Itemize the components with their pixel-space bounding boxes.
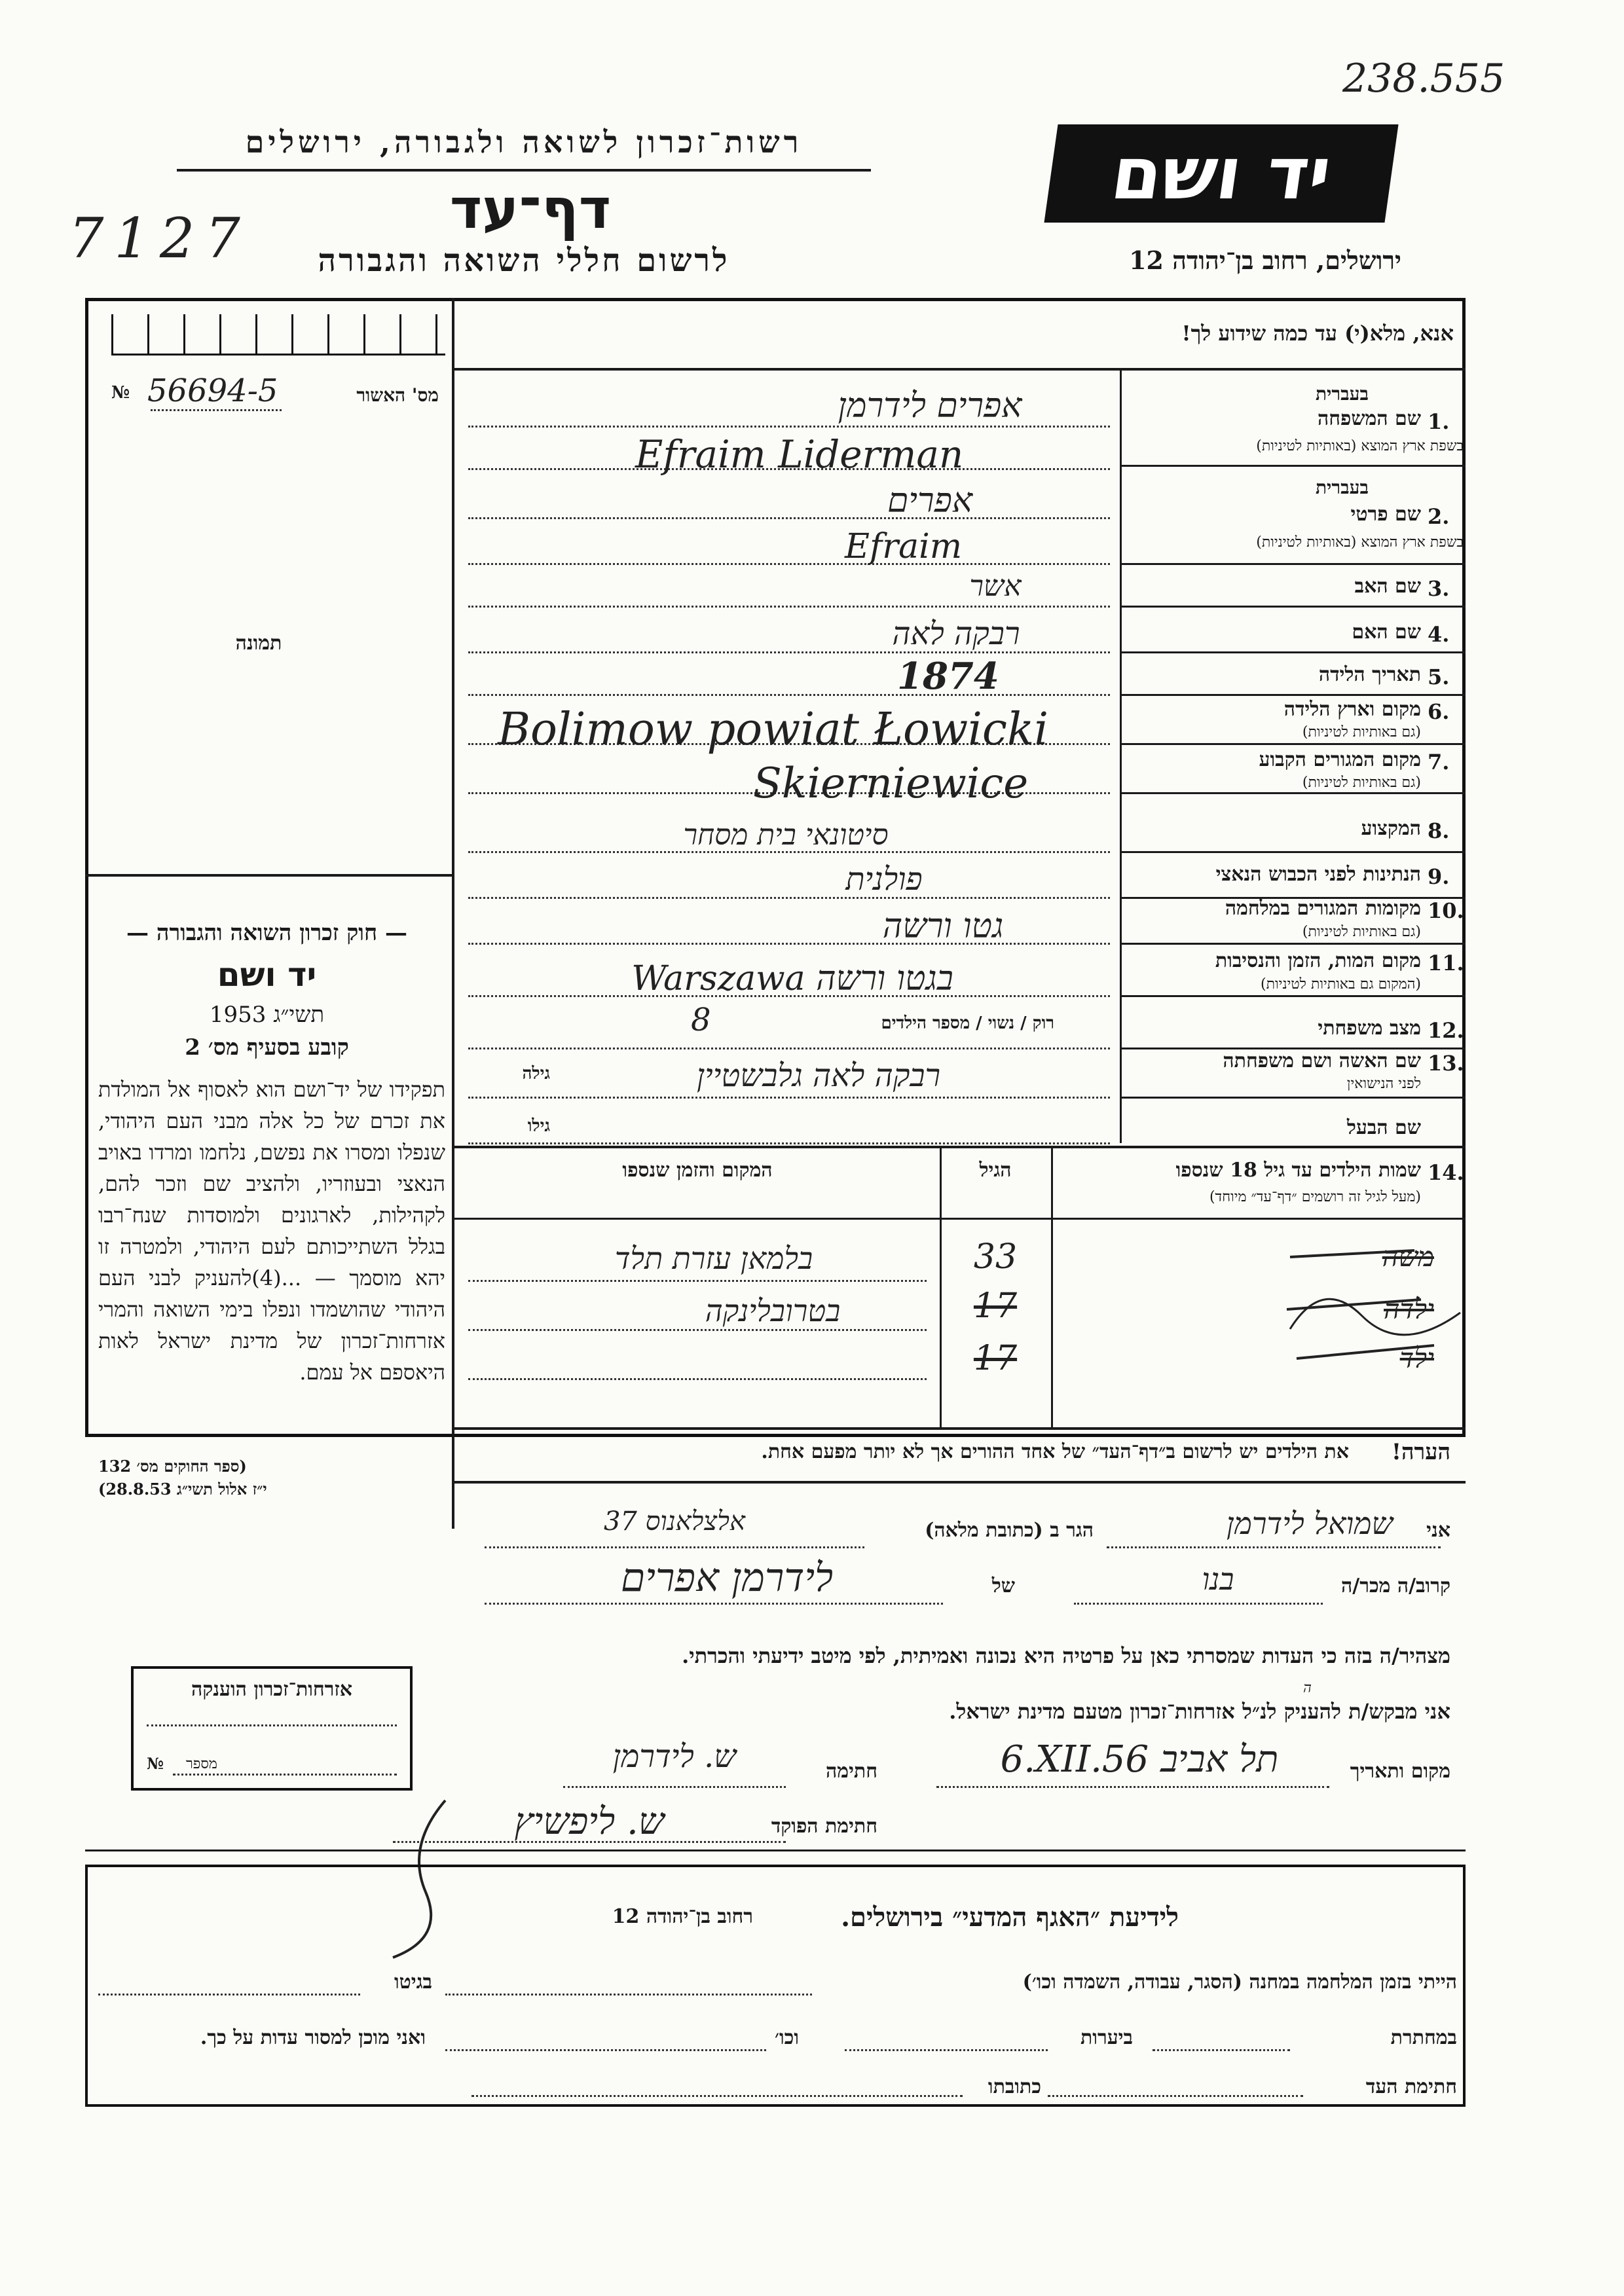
field-12-num: 12. xyxy=(1428,1018,1464,1043)
decl-i-value: שמואל לידרמן xyxy=(1226,1506,1393,1541)
decl-place-date-label: מקום ותאריך xyxy=(1350,1760,1450,1783)
field-1-sub: בשפת ארץ המוצא (באותיות לטיניות) xyxy=(1256,438,1464,454)
child-name-2: ילדה xyxy=(1384,1293,1434,1325)
child-place-2: בטרובלינקה xyxy=(705,1293,841,1328)
rule-4 xyxy=(1122,651,1466,653)
bottom-line1-dots-b xyxy=(98,1994,360,1995)
law-logo: יד ושם xyxy=(217,956,317,994)
field-2-value-he: אפרים xyxy=(887,481,973,520)
field-6-value: Bolimow powiat Łowicki xyxy=(498,704,1048,756)
decl-relation-line xyxy=(1074,1603,1323,1605)
field-2-sub: בשפת ארץ המוצא (באותיות לטיניות) xyxy=(1256,534,1464,551)
field-7-sub: (גם באותיות לטיניות) xyxy=(1302,774,1421,791)
field-12-value: 8 xyxy=(691,1002,711,1038)
law-section: קובע בסעיף מס׳ 2 xyxy=(185,1034,349,1061)
approval-label: מס' האשור xyxy=(356,384,439,406)
decl-of-value: לידרמן אפרים xyxy=(620,1555,834,1601)
value-line-12 xyxy=(468,1048,1110,1049)
decl-signature-label: חתימה xyxy=(826,1760,877,1783)
field-11-value: בגטו ורשה Warszawa xyxy=(631,959,953,998)
bottom-line3-dots-b xyxy=(471,2095,963,2097)
bottom-line2-a: במחתרת xyxy=(1390,2026,1457,2049)
field-10-sub: (גם באותיות לטיניות) xyxy=(1302,924,1421,940)
child-age-1: 33 xyxy=(973,1237,1018,1277)
citizenship-box xyxy=(131,1666,413,1791)
form-subtitle: לרשום חללי השואה והגבורה xyxy=(318,242,730,279)
bottom-address: רחוב בן־יהודה 12 xyxy=(612,1905,753,1928)
field-2-side: בעברית xyxy=(1315,477,1369,498)
label-column-divider xyxy=(1120,371,1122,1143)
field-8-label: המקצוע xyxy=(1361,817,1421,840)
field-4-value: רבקה לאה xyxy=(892,615,1020,652)
bottom-line1-b: בגיטו xyxy=(394,1971,432,1994)
children-col-1 xyxy=(940,1146,942,1427)
field-13-extra: גילה xyxy=(522,1064,550,1084)
decl-lives-line xyxy=(485,1546,864,1548)
decl-place-date-line xyxy=(936,1786,1329,1788)
field-6-label: מקום וארץ הלידה xyxy=(1283,698,1421,721)
child-place-1: בלמאן עזרת תלד xyxy=(614,1241,813,1276)
field-3-value: אשר xyxy=(969,570,1022,603)
decl-i-line xyxy=(1107,1546,1441,1548)
field-13-sub: לפני הנישואין xyxy=(1346,1076,1421,1092)
authority-line: רשות־זכרון לשואה ולגבורה, ירושלים xyxy=(245,124,803,160)
field-5-value: 1874 xyxy=(897,655,999,698)
bottom-line1-dots-a xyxy=(445,1994,812,1995)
note-top-rule xyxy=(454,1427,1466,1430)
field-4-num: 4. xyxy=(1428,622,1450,647)
decl-signature-value: ש. לידרמן xyxy=(612,1738,737,1775)
decl-statement: מצהיר/ה בזה כי העדות שמסרתי כאן על פרטיה היא נכונה ואמיתית, לפי מיטב ידיעתי והכרתי. xyxy=(682,1643,1450,1668)
top-rule xyxy=(454,368,1466,371)
law-title: — חוק זכרון השואה והגבורה — xyxy=(126,920,407,946)
child-line-3 xyxy=(468,1378,927,1380)
children-header-rule xyxy=(454,1218,1466,1220)
bottom-line2-b: ביערות xyxy=(1080,2026,1133,2049)
note-label: הערה! xyxy=(1392,1439,1450,1465)
children-col-place: המקום והזמן שנספו xyxy=(622,1159,773,1182)
value-line-husband xyxy=(468,1142,1110,1144)
field-7-label: מקום המגורים הקבוע xyxy=(1259,748,1421,771)
approval-dots xyxy=(151,409,282,411)
child-age-3: 17 xyxy=(973,1339,1018,1378)
children-col-2 xyxy=(1051,1146,1053,1427)
field-7-value: Skierniewice xyxy=(753,759,1029,808)
value-line-3 xyxy=(468,606,1110,608)
field-6-sub: (גם באותיות לטיניות) xyxy=(1302,724,1421,740)
field-1-label: שם המשפחה xyxy=(1317,407,1421,430)
field-5-label: תאריך הלידה xyxy=(1318,663,1421,686)
field-4-label: שם האם xyxy=(1352,621,1421,644)
value-line-13 xyxy=(468,1097,1110,1099)
law-text: תפקידו של יד־ושם הוא לאסוף אל המולדת את זכרם של כל אלה מבני העם היהודי, שנפלו ומסרו את נפשם, נלחמו ומרדו באויב הנאצי ובעוזריו, ולהציב שם וזכר להם, לקהילות, לארגונים ולמוסדות שנח־רבו בגלל השתייכותם לעם היהודי, ולמטרה זו יהא מוסמך — ...(4)להעניק לבני העם היהודי שהושמדו ונפלו בימי השואה והמרי אזרחות־זכרון של מדינת ישראל לאות היאספם אל עמם. xyxy=(98,1077,446,1385)
decl-request: אני מבקש/ת להעניק לנ״ל אזרחות־זכרון מטעם מדינת ישראל. xyxy=(949,1699,1450,1724)
husband-label: שם הבעל xyxy=(1346,1116,1421,1139)
bottom-line2-d: ואני מוכן למסור עדות על כך. xyxy=(200,2026,426,2049)
children-sub: (מעל לגיל זה רושמים ״דף־עד״ מיוחד) xyxy=(1209,1189,1421,1205)
field-1-num: 1. xyxy=(1428,409,1450,434)
bottom-line2-dots-c xyxy=(445,2049,766,2051)
note-bottom-rule xyxy=(454,1481,1466,1484)
photo-label: תמונה xyxy=(235,632,282,655)
decl-official-value: ש. ליפשיץ xyxy=(514,1800,665,1843)
rule-8 xyxy=(1122,851,1466,853)
decl-lives-label: הגר ב (כתובת מלאה) xyxy=(925,1519,1094,1542)
decl-relation-label: קרוב/ה מכר/ה xyxy=(1341,1575,1450,1597)
decl-of-line xyxy=(485,1603,943,1605)
field-1-value-he: אפרים לידרמן xyxy=(838,386,1022,426)
field-11-sub: (המקום גם באותיות לטיניות) xyxy=(1261,976,1421,993)
decl-request-mark: ה xyxy=(1303,1680,1312,1696)
rule-6 xyxy=(1122,743,1466,745)
rule-13 xyxy=(1122,1097,1466,1099)
value-line-2b xyxy=(468,563,1110,565)
rule-5 xyxy=(1122,694,1466,696)
field-2-label: שם פרטי xyxy=(1350,503,1421,526)
rule-10 xyxy=(1122,943,1466,945)
child-line-2 xyxy=(468,1329,927,1331)
decl-place-date-value: 6.XII.56 תל אביב xyxy=(1000,1738,1279,1781)
field-10-label: מקומות המגורים במלחמה xyxy=(1225,897,1421,920)
citizenship-number-prefix: № xyxy=(147,1754,164,1773)
bottom-line3-a: חתימת העד xyxy=(1365,2075,1457,2098)
decl-signature-line xyxy=(563,1786,786,1788)
approval-number: 56694-5 xyxy=(147,373,278,409)
rule-2 xyxy=(1122,563,1466,565)
field-3-label: שם האב xyxy=(1354,575,1421,598)
archive-number: 238.555 xyxy=(1342,56,1505,101)
child-line-1 xyxy=(468,1280,927,1282)
approval-no-prefix: № xyxy=(111,383,130,403)
decl-i-label: אני xyxy=(1426,1519,1450,1542)
handwritten-number: 7127 xyxy=(69,206,251,270)
citizenship-title: אזרחות־זכרון הוענקה xyxy=(191,1678,353,1701)
bottom-line2-c: וכו׳ xyxy=(775,2026,799,2049)
field-9-value: פולנית xyxy=(845,861,923,898)
value-line-5 xyxy=(468,694,1110,696)
field-1-side: בעברית xyxy=(1315,383,1369,405)
field-12-printed: רוק / נשוי / מספר הילדים xyxy=(881,1013,1054,1033)
id-boxes xyxy=(111,314,445,355)
child-age-2: 17 xyxy=(973,1286,1018,1326)
children-strike-marks xyxy=(1283,1237,1467,1394)
children-col-age: הגיל xyxy=(979,1159,1012,1182)
children-top-rule xyxy=(454,1146,1466,1148)
bottom-line1-a: הייתי בזמן המלחמה במחנה (הסגר, עבודה, השמדה וכו׳) xyxy=(1022,1971,1457,1994)
field-1-value-lat: Efraim Liderman xyxy=(635,432,964,477)
rule-3 xyxy=(1122,606,1466,608)
authority-underline xyxy=(177,169,871,172)
law-reference: (ספר החוקים מס׳ 132 xyxy=(98,1457,247,1476)
bottom-title: לידיעת ״האגף המדעי״ בירושלים. xyxy=(841,1902,1179,1933)
field-3-num: 3. xyxy=(1428,576,1450,601)
please-fill-note: אנא, מלא(י) עד כמה שידוע לך! xyxy=(1181,321,1454,346)
left-panel-divider xyxy=(452,298,454,1529)
children-title: שמות הילדים עד גיל 18 שנספו xyxy=(1175,1159,1421,1182)
field-9-num: 9. xyxy=(1428,864,1450,889)
law-year: תשי״ג 1953 xyxy=(209,1002,325,1028)
note-text: את הילדים יש לרשום ב״דף־העד״ של אחד ההורים אך לא יותר מפעם אחת. xyxy=(761,1440,1349,1463)
field-13-value: רבקה לאה גלבשטיין xyxy=(696,1057,941,1094)
value-line-1a xyxy=(468,426,1110,428)
field-8-num: 8. xyxy=(1428,818,1450,843)
rule-1 xyxy=(1122,465,1466,467)
field-2-value-lat: Efraim xyxy=(845,527,963,566)
law-reference-date: י״ז אלול תשי״ג 28.8.53) xyxy=(98,1480,267,1499)
field-8-value: סיטונאי בית מסחר xyxy=(683,818,889,852)
citizenship-number-label: מספר xyxy=(186,1756,217,1772)
field-6-num: 6. xyxy=(1428,699,1450,724)
decl-lives-value: אלצלאנוס 37 xyxy=(603,1506,745,1537)
form-title: דף־עד xyxy=(449,177,612,241)
decl-relation-value: בנו xyxy=(1202,1561,1234,1597)
child-name-3: ילד xyxy=(1399,1342,1434,1374)
children-num: 14. xyxy=(1428,1160,1464,1185)
bottom-line2-dots-a xyxy=(1153,2049,1290,2051)
field-12-label: מצב משפחתי xyxy=(1318,1017,1421,1040)
value-line-9 xyxy=(468,897,1110,899)
field-11-num: 11. xyxy=(1428,951,1464,975)
decl-official-label: חתימת הפוקד xyxy=(771,1815,877,1838)
rule-7 xyxy=(1122,792,1466,794)
field-7-num: 7. xyxy=(1428,750,1450,774)
field-10-value: גטו ורשה xyxy=(882,907,1004,946)
yad-vashem-logo xyxy=(1044,124,1398,223)
husband-extra: גילו xyxy=(527,1116,550,1136)
field-2-num: 2. xyxy=(1428,504,1450,529)
child-name-1: משה xyxy=(1382,1241,1434,1273)
bottom-line2-dots-b xyxy=(845,2049,1048,2051)
field-5-num: 5. xyxy=(1428,665,1450,689)
logo-text: יד ושם xyxy=(1106,132,1337,215)
decl-of-label: של xyxy=(991,1575,1015,1597)
law-box-top xyxy=(85,874,452,877)
bottom-line3-dots-a xyxy=(1048,2095,1303,2097)
field-11-label: מקום המות, הזמן והנסיבות xyxy=(1215,949,1421,972)
field-9-label: הנתינות לפני הכבוש הנאצי xyxy=(1215,863,1421,886)
field-10-num: 10. xyxy=(1428,898,1464,923)
bottom-line3-b: כתובתו xyxy=(987,2075,1041,2098)
field-13-num: 13. xyxy=(1428,1051,1464,1076)
bottom-divider-1 xyxy=(85,1850,1466,1851)
address: ירושלים, רחוב בן־יהודה 12 xyxy=(1129,246,1401,275)
field-13-label: שם האשה ושם משפחתה xyxy=(1223,1049,1421,1072)
rule-11 xyxy=(1122,995,1466,997)
